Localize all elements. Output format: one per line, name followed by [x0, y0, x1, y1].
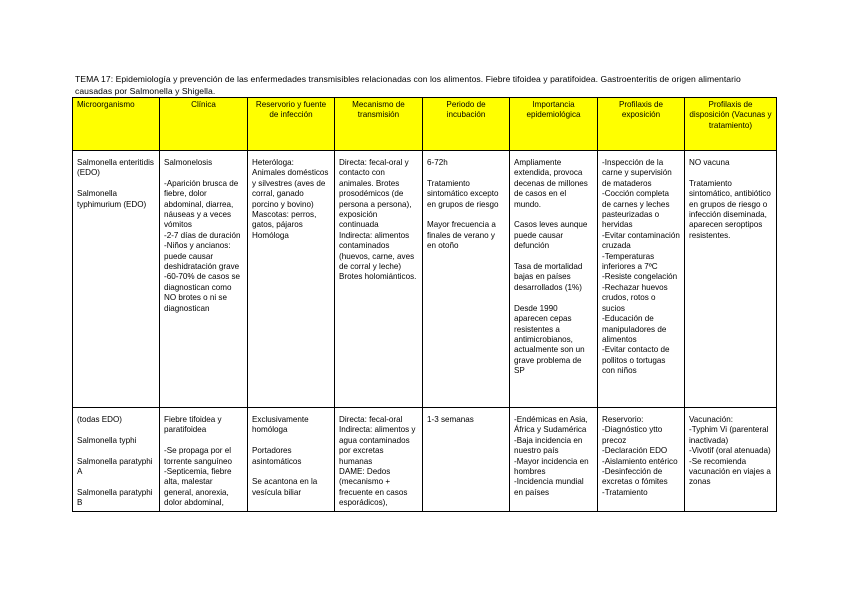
table-cell: [335, 408, 423, 512]
cell-text: Directa: fecal-oral Indirecta: alimentos y agua contaminados por excretas humanas DAME: Dedos (mecanismo + frecuente en casos esporádicos),: [339, 415, 416, 508]
header-reservorio: Reservorio y fuente de infección: [248, 98, 335, 151]
header-row: [73, 98, 777, 151]
table-cell: [423, 151, 510, 408]
document-title: TEMA 17: Epidemiología y prevención de las enfermedades transmisibles relacionadas con los alimentos. Fiebre tifoidea y paratifoidea. Gastroenteritis de origen alimentario causadas por Salmonella y Shigella.: [75, 74, 741, 96]
table-cell: [510, 151, 598, 408]
header-mecanismo: Mecanismo de transmisión: [335, 98, 423, 151]
header-clinica: Clínica: [160, 98, 248, 151]
cell-text: -Inspección de la carne y supervisión de mataderos -Cocción completa de carnes y leches pasteurizadas o hervidas -Evitar contaminación cruzada -Temperaturas inferiores a 7ºC -Resiste congelación -Rechazar huevos crudos, rotos o sucios -Educación de manipuladores de alimentos -Evitar contacto de pollitos o tortugas con niños: [602, 158, 680, 376]
table-cell: [248, 151, 335, 408]
table-cell: [73, 151, 160, 408]
cell-text: -Endémicas en Asia, África y Sudamérica -Baja incidencia en nuestro país -Mayor incidencia en hombres -Incidencia mundial en países: [514, 415, 589, 497]
table-cell: [73, 408, 160, 512]
cell-text: Directa: fecal-oral y contacto con animales. Brotes prosodémicos (de persona a persona), exposición continuada Indirecta: alimentos contaminados (huevos, carne, aves de corral y leche) Brotes holomiánticos.: [339, 158, 417, 282]
table-cell: [160, 408, 248, 512]
cell-text: 6-72h Tratamiento sintomático excepto en grupos de riesgo Mayor frecuencia a finales de verano y en otoño: [427, 158, 499, 251]
cell-text: Vacunación: -Typhim Vi (parenteral inactivada) -Vivotif (oral atenuada) -Se recomienda vacunación en viajes a zonas: [689, 415, 771, 487]
cell-text: NO vacuna Tratamiento sintomático, antibiótico en grupos de riesgo o infección diseminada, aparecen seroptipos resistentes.: [689, 158, 771, 240]
cell-text: Reservorio: -Diagnóstico ytto precoz -Declaración EDO -Aislamiento entérico -Desinfección de excretas o fómites -Tratamiento: [602, 415, 678, 497]
table-cell: [598, 408, 685, 512]
table-cell: [598, 151, 685, 408]
cell-text: Salmonelosis -Aparición brusca de fiebre, dolor abdominal, diarrea, náuseas y a veces vómitos -2-7 días de duración -Niños y ancianos: puede causar deshidratación grave -60-70% de casos se diagnostican como NO brotes o ni se diagnostican: [164, 158, 241, 313]
cell-text: Exclusivamente homóloga Portadores asintomáticos Se acantona en la vesícula biliar: [252, 415, 318, 497]
cell-text: Fiebre tifoidea y paratifoidea -Se propaga por el torrente sanguíneo -Septicemia, fiebre alta, malestar general, anorexia, dolor abdominal,: [164, 415, 232, 508]
epidemiology-table: [72, 97, 777, 512]
cell-text: Salmonella enteritidis (EDO) Salmonella typhimurium (EDO): [77, 158, 154, 209]
table-cell: [335, 151, 423, 408]
cell-text: 1-3 semanas: [427, 415, 474, 424]
table-cell: [510, 408, 598, 512]
cell-text: Heteróloga: Animales domésticos y silvestres (aves de corral, ganado porcino y bovino) Mascotas: perros, gatos, pájaros Homóloga: [252, 158, 329, 240]
cell-text: (todas EDO) Salmonella typhi Salmonella paratyphi A Salmonella paratyphi B: [77, 415, 153, 508]
table-row: [73, 408, 777, 512]
header-importancia: Importancia epidemiológica: [510, 98, 598, 151]
table-cell: [160, 151, 248, 408]
header-microorganismo: Microorganismo: [73, 98, 160, 151]
cell-text: Ampliamente extendida, provoca decenas de millones de casos en el mundo. Casos leves aunque puede causar defunción Tasa de mortalidad bajas en países desarrollados (1%) Desde 1990 aparecen cepas resistentes a antimicrobianos, actualmente son un grave problema de SP: [514, 158, 588, 376]
header-periodo: Periodo de incubación: [423, 98, 510, 151]
table-row: [73, 151, 777, 408]
header-profilaxis-exposicion: Profilaxis de exposición: [598, 98, 685, 151]
table-cell: [248, 408, 335, 512]
table-cell: [423, 408, 510, 512]
table-cell: [685, 408, 777, 512]
table-cell: [685, 151, 777, 408]
header-profilaxis-disposicion: Profilaxis de disposición (Vacunas y tratamiento): [685, 98, 777, 151]
